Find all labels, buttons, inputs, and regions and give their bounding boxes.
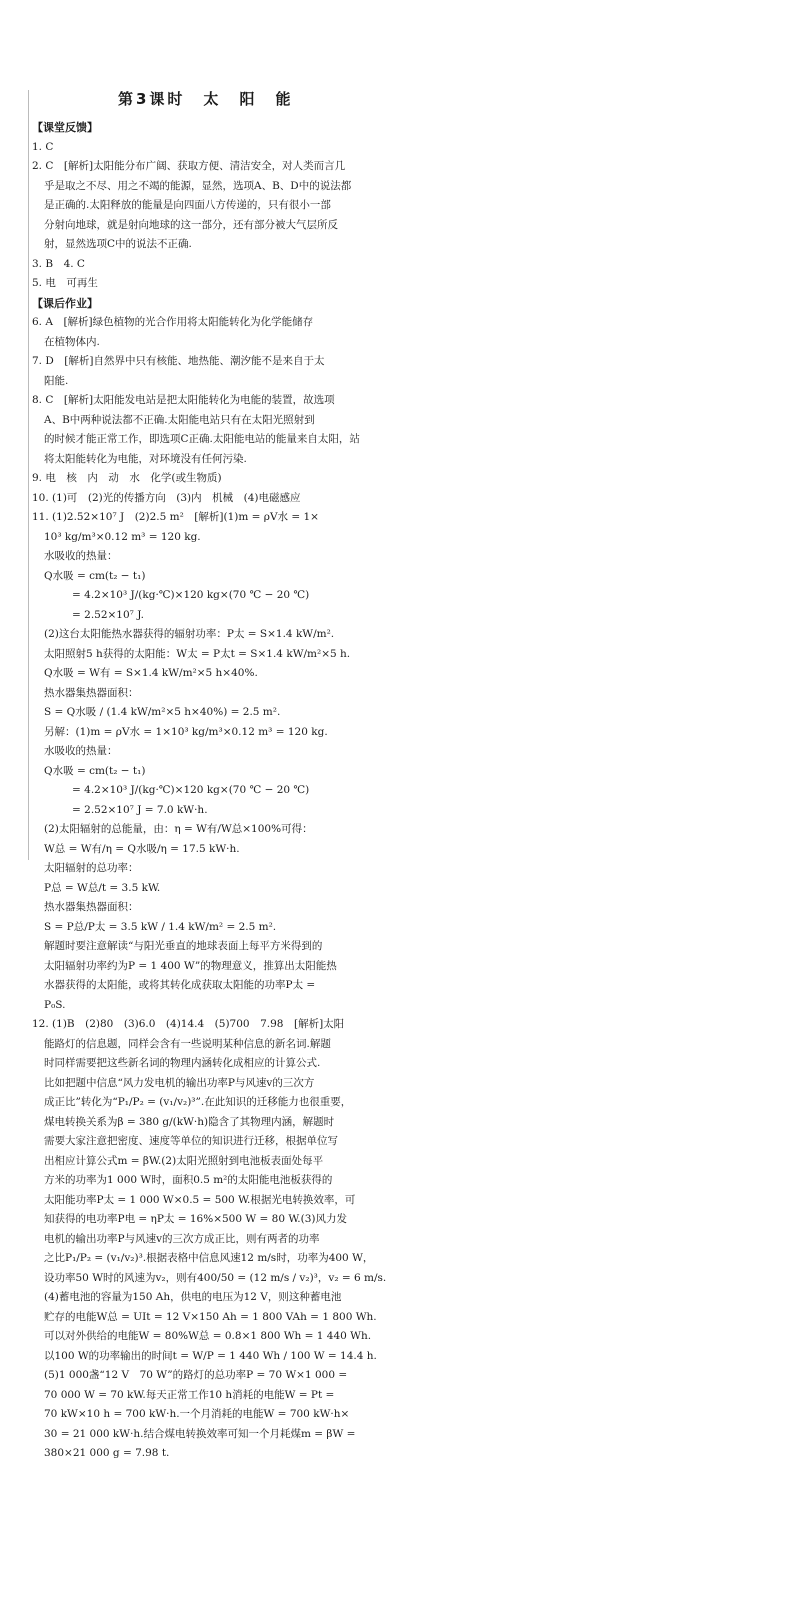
answer-line: 知获得的电功率P电 = ηP太 = 16%×500 W = 80 W.(3)风力发 <box>44 1213 348 1225</box>
answer-line: 比如把题中信息“风力发电机的输出功率P与风速v的三次方 <box>44 1076 315 1089</box>
answer-line: 太阳照射5 h获得的太阳能：W太 = P太t = S×1.4 kW/m²×5 h. <box>44 647 351 660</box>
formula-line: Q水吸 = cm(t₂ − t₁) <box>44 764 146 777</box>
answer-line: 以100 W的功率输出的时间t = W/P = 1 440 Wh / 100 W = 14.4 h. <box>44 1349 377 1362</box>
answer-line: 可以对外供给的电能W = 80%W总 = 0.8×1 800 Wh = 1 440 Wh. <box>44 1330 372 1342</box>
answer-line: 11. (1)2.52×10⁷ J (2)2.5 m² [解析](1)m = ρV水 = 1× <box>32 511 319 523</box>
answer-line: A、B中两种说法都不正确.太阳能电站只有在太阳光照射到 <box>44 413 315 426</box>
answer-line: 10. (1)可 (2)光的传播方向 (3)内 机械 (4)电磁感应 <box>32 491 301 504</box>
answer-line: 6. A [解析]绿色植物的光合作用将太阳能转化为化学能储存 <box>32 316 314 328</box>
answer-line: 是正确的.太阳释放的能量是向四面八方传递的，只有很小一部 <box>44 199 331 211</box>
formula-line: S = P总/P太 = 3.5 kW / 1.4 kW/m² = 2.5 m². <box>44 920 277 933</box>
answer-line: 30 = 21 000 kW·h.结合煤电转换效率可知一个月耗煤m = βW = <box>44 1427 356 1440</box>
answer-line: 8. C [解析]太阳能发电站是把太阳能转化为电能的装置，故选项 <box>32 394 335 406</box>
page-title: 第3课时 太 阳 能 <box>118 90 294 108</box>
answer-line: 成正比”转化为“P₁/P₂ = (v₁/v₂)³”.在此知识的迁移能力也很重要， <box>44 1096 352 1108</box>
answer-line: 煤电转换关系为β = 380 g/(kW·h)隐含了其物理内涵，解题时 <box>44 1115 335 1128</box>
answer-line: 2. C [解析]太阳能分布广阔、获取方便、清洁安全，对人类而言几 <box>32 160 346 172</box>
answer-line: 时同样需要把这些新名词的物理内涵转化成相应的计算公式. <box>44 1057 321 1069</box>
answer-line: 方米的功率为1 000 W时，面积0.5 m²的太阳能电池板获得的 <box>44 1174 333 1186</box>
answer-line: 电机的输出功率P与风速v的三次方成正比，则有两者的功率 <box>44 1232 320 1245</box>
answer-line: 乎是取之不尽、用之不竭的能源，显然，选项A、B、D中的说法都 <box>44 179 352 192</box>
answer-line: 70 000 W = 70 kW.每天正常工作10 h消耗的电能W = Pt = <box>44 1388 335 1401</box>
answer-line: 能路灯的信息题，同样会含有一些说明某种信息的新名词.解题 <box>44 1037 331 1050</box>
answer-line: 7. D [解析]自然界中只有核能、地热能、潮汐能不是来自于太 <box>32 355 325 367</box>
answer-line: 水吸收的热量： <box>44 745 118 757</box>
answer-line: 380×21 000 g = 7.98 t. <box>44 1447 170 1459</box>
answer-line: 射，显然选项C中的说法不正确. <box>44 238 192 250</box>
answer-column <box>32 118 388 1464</box>
answer-line: 阳能. <box>44 374 69 387</box>
answer-line: 热水器集热器面积： <box>44 686 139 699</box>
answer-line: 在植物体内. <box>44 335 100 348</box>
answer-line: 1. C <box>32 140 54 153</box>
answer-page <box>28 0 388 1597</box>
section-classroom: 【课堂反馈】 <box>32 121 98 134</box>
answer-line: 3. B 4. C <box>32 257 85 270</box>
formula-line: = 2.52×10⁷ J = 7.0 kW·h. <box>72 803 208 816</box>
formula-line: S = Q水吸 / (1.4 kW/m²×5 h×40%) = 2.5 m². <box>44 706 281 718</box>
formula-line: = 4.2×10³ J/(kg·℃)×120 kg×(70 ℃ − 20 ℃) <box>72 589 310 601</box>
answer-line: 12. (1)B (2)80 (3)6.0 (4)14.4 (5)700 7.98 [解析]太阳 <box>32 1018 345 1030</box>
formula-line: = 2.52×10⁷ J. <box>72 608 144 621</box>
answer-line: 水吸收的热量： <box>44 550 118 562</box>
answer-line: (5)1 000盏“12 V 70 W”的路灯的总功率P = 70 W×1 000 = <box>44 1369 348 1381</box>
answer-line: 水器获得的太阳能，或将其转化成获取太阳能的功率P太 = <box>44 979 316 991</box>
answer-line: 分射向地球，就是射向地球的这一部分，还有部分被大气层所反 <box>44 218 338 231</box>
answer-line: 太阳能功率P太 = 1 000 W×0.5 = 500 W.根据光电转换效率，可 <box>44 1193 356 1206</box>
answer-line: 设功率50 W时的风速为v₂，则有400/50 = (12 m/s / v₂)³，v₂ = 6 m/s. <box>44 1271 387 1284</box>
answer-line: 70 kW×10 h = 700 kW·h.一个月消耗的电能W = 700 kW·h× <box>44 1408 350 1420</box>
answer-line: 出相应计算公式m = βW.(2)太阳光照射到电池板表面处每平 <box>44 1154 324 1167</box>
answer-line: 9. 电 核 内 动 水 化学(或生物质) <box>32 472 222 484</box>
answer-line: 之比P₁/P₂ = (v₁/v₂)³.根据表格中信息风速12 m/s时，功率为400 W， <box>44 1252 374 1264</box>
answer-line: 将太阳能转化为电能，对环境没有任何污染. <box>44 452 247 465</box>
answer-line: 需要大家注意把密度、速度等单位的知识进行迁移，根据单位写 <box>44 1135 338 1147</box>
answer-line: 太阳辐射功率约为P = 1 400 W”的物理意义，推算出太阳能热 <box>44 959 337 972</box>
answer-line: Q水吸 = W有 = S×1.4 kW/m²×5 h×40%. <box>44 667 258 679</box>
answer-line: 热水器集热器面积： <box>44 901 139 913</box>
answer-line: 的时候才能正常工作，即选项C正确.太阳能电站的能量来自太阳，站 <box>44 433 360 445</box>
answer-line: 另解：(1)m = ρV水 = 1×10³ kg/m³×0.12 m³ = 120 kg. <box>44 725 328 738</box>
formula-line: P总 = W总/t = 3.5 kW. <box>44 881 161 894</box>
answer-line: 解题时要注意解读“与阳光垂直的地球表面上每平方米得到的 <box>44 940 323 952</box>
answer-line: 太阳辐射的总功率： <box>44 862 139 874</box>
section-homework: 【课后作业】 <box>32 296 98 310</box>
answer-line: (2)这台太阳能热水器获得的辐射功率：P太 = S×1.4 kW/m². <box>44 628 335 640</box>
formula-line: = 4.2×10³ J/(kg·℃)×120 kg×(70 ℃ − 20 ℃) <box>72 784 310 796</box>
answer-line: 5. 电 可再生 <box>32 277 98 289</box>
formula-line: W总 = W有/η = Q水吸/η = 17.5 kW·h. <box>44 842 240 855</box>
answer-line: (2)太阳辐射的总能量，由：η = W有/W总×100%可得： <box>44 823 313 835</box>
formula-line: Q水吸 = cm(t₂ − t₁) <box>44 569 146 582</box>
margin-rule <box>28 90 29 860</box>
answer-line: 贮存的电能W总 = UIt = 12 V×150 Ah = 1 800 VAh = 1 800 Wh. <box>44 1310 377 1323</box>
answer-line: P₀S. <box>44 998 66 1011</box>
answer-line: 10³ kg/m³×0.12 m³ = 120 kg. <box>44 530 201 543</box>
answer-line: (4)蓄电池的容量为150 Ah，供电的电压为12 V，则这种蓄电池 <box>44 1291 342 1303</box>
